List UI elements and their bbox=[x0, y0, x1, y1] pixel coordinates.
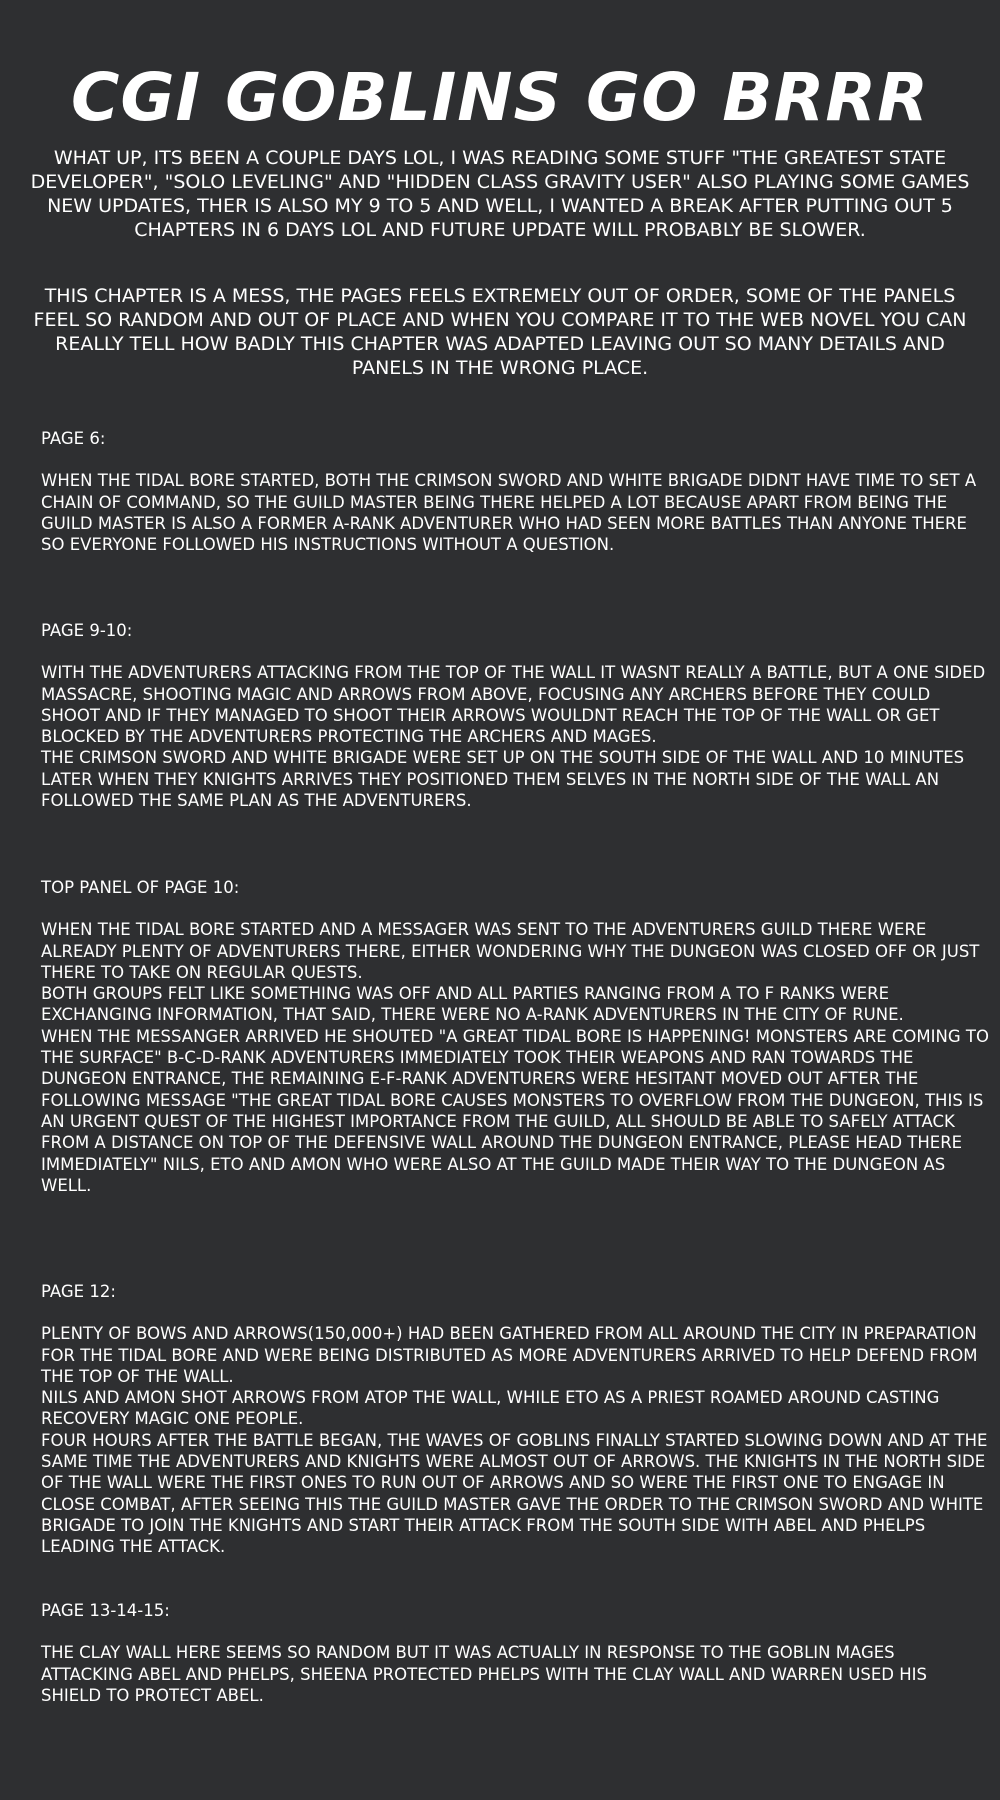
notes-section-page-9-10 bbox=[41, 620, 991, 811]
notes-section-page-12 bbox=[41, 1281, 991, 1558]
section-heading: PAGE 9-10: bbox=[41, 621, 133, 640]
section-heading: TOP PANEL OF PAGE 10: bbox=[41, 878, 240, 897]
section-heading: PAGE 13-14-15: bbox=[41, 1601, 170, 1620]
section-body: WHEN THE TIDAL BORE STARTED AND A MESSAGER WAS SENT TO THE ADVENTURERS GUILD THERE WERE ALREADY PLENTY OF ADVENTURERS THERE, EITHER WONDERING WHY THE DUNGEON WAS CLOSED OFF OR JUST THERE TO TAKE ON REGULAR QUESTS. BOTH GROUPS FELT LIKE SOMETHING WAS OFF AND ALL PARTIES RANGING FROM A TO F RANKS WERE EXCHANGING INFORMATION, THAT SAID, THERE WERE NO A-RANK ADVENTURERS IN THE CITY OF RUNE. WHEN THE MESSANGER ARRIVED HE SHOUTED "A GREAT TIDAL BORE IS HAPPENING! MONSTERS ARE COMING TO THE SURFACE" B-C-D-RANK ADVENTURERS IMMEDIATELY TOOK THEIR WEAPONS AND RAN TOWARDS THE DUNGEON ENTRANCE, THE REMAINING E-F-RANK ADVENTURERS WERE HESITANT MOVED OUT AFTER THE FOLLOWING MESSAGE "THE GREAT TIDAL BORE CAUSES MONSTERS TO OVERFLOW FROM THE DUNGEON, THIS IS AN URGENT QUEST OF THE HIGHEST IMPORTANCE FROM THE GUILD, ALL SHOULD BE ABLE TO SAFELY ATTACK FROM A DISTANCE ON TOP OF THE DEFENSIVE WALL AROUND THE DUNGEON ENTRANCE, PLEASE HEAD THERE IMMEDIATELY" NILS, ETO AND AMON WHO WERE ALSO AT THE GUILD MADE THEIR WAY TO THE DUNGEON AS WELL. bbox=[41, 920, 989, 1195]
page-title: CGI GOBLINS GO BRRR bbox=[70, 59, 930, 136]
notes-section-top-panel-page-10 bbox=[41, 877, 991, 1196]
notes-section-page-13-14-15 bbox=[41, 1600, 991, 1706]
section-heading: PAGE 12: bbox=[41, 1282, 116, 1301]
intro-paragraph-1: WHAT UP, ITS BEEN A COUPLE DAYS LOL, I WAS READING SOME STUFF "THE GREATEST STATE DEVELOPER", "SOLO LEVELING" AND "HIDDEN CLASS GRAVITY USER" ALSO PLAYING SOME GAMES NEW UPDATES, THER IS ALSO MY 9 TO 5 AND WELL, I WANTED A BREAK AFTER PUTTING OUT 5 CHAPTERS IN 6 DAYS LOL AND FUTURE UPDATE WILL PROBABLY BE SLOWER. bbox=[30, 147, 970, 241]
notes-section-page-6 bbox=[41, 428, 991, 555]
section-heading: PAGE 6: bbox=[41, 429, 106, 448]
intro-paragraph-2: THIS CHAPTER IS A MESS, THE PAGES FEELS EXTREMELY OUT OF ORDER, SOME OF THE PANELS FEEL SO RANDOM AND OUT OF PLACE AND WHEN YOU COMPARE IT TO THE WEB NOVEL YOU CAN REALLY TELL HOW BADLY THIS CHAPTER WAS ADAPTED LEAVING OUT SO MANY DETAILS AND PANELS IN THE WRONG PLACE. bbox=[33, 285, 967, 379]
section-body: PLENTY OF BOWS AND ARROWS(150,000+) HAD BEEN GATHERED FROM ALL AROUND THE CITY IN PREPARATION FOR THE TIDAL BORE AND WERE BEING DISTRIBUTED AS MORE ADVENTURERS ARRIVED TO HELP DEFEND FROM THE TOP OF THE WALL. NILS AND AMON SHOT ARROWS FROM ATOP THE WALL, WHILE ETO AS A PRIEST ROAMED AROUND CASTING RECOVERY MAGIC ONE PEOPLE. FOUR HOURS AFTER THE BATTLE BEGAN, THE WAVES OF GOBLINS FINALLY STARTED SLOWING DOWN AND AT THE SAME TIME THE ADVENTURERS AND KNIGHTS WERE ALMOST OUT OF ARROWS. THE KNIGHTS IN THE NORTH SIDE OF THE WALL WERE THE FIRST ONES TO RUN OUT OF ARROWS AND SO WERE THE FIRST ONE TO ENGAGE IN CLOSE COMBAT, AFTER SEEING THIS THE GUILD MASTER GAVE THE ORDER TO THE CRIMSON SWORD AND WHITE BRIGADE TO JOIN THE KNIGHTS AND START THEIR ATTACK FROM THE SOUTH SIDE WITH ABEL AND PHELPS LEADING THE ATTACK. bbox=[41, 1324, 988, 1557]
section-body: WITH THE ADVENTURERS ATTACKING FROM THE TOP OF THE WALL IT WASNT REALLY A BATTLE, BUT A ONE SIDED MASSACRE, SHOOTING MAGIC AND ARROWS FROM ABOVE, FOCUSING ANY ARCHERS BEFORE THEY COULD SHOOT AND IF THEY MANAGED TO SHOOT THEIR ARROWS WOULDNT REACH THE TOP OF THE WALL OR GET BLOCKED BY THE ADVENTURERS PROTECTING THE ARCHERS AND MAGES. THE CRIMSON SWORD AND WHITE BRIGADE WERE SET UP ON THE SOUTH SIDE OF THE WALL AND 10 MINUTES LATER WHEN THEY KNIGHTS ARRIVES THEY POSITIONED THEM SELVES IN THE NORTH SIDE OF THE WALL AN FOLLOWED THE SAME PLAN AS THE ADVENTURERS. bbox=[41, 663, 986, 811]
section-body: WHEN THE TIDAL BORE STARTED, BOTH THE CRIMSON SWORD AND WHITE BRIGADE DIDNT HAVE TIME TO SET A CHAIN OF COMMAND, SO THE GUILD MASTER BEING THERE HELPED A LOT BECAUSE APART FROM BEING THE GUILD MASTER IS ALSO A FORMER A-RANK ADVENTURER WHO HAD SEEN MORE BATTLES THAN ANYONE THERE SO EVERYONE FOLLOWED HIS INSTRUCTIONS WITHOUT A QUESTION. bbox=[41, 471, 977, 555]
section-body: THE CLAY WALL HERE SEEMS SO RANDOM BUT IT WAS ACTUALLY IN RESPONSE TO THE GOBLIN MAGES ATTACKING ABEL AND PHELPS, SHEENA PROTECTED PHELPS WITH THE CLAY WALL AND WARREN USED HIS SHIELD TO PROTECT ABEL. bbox=[41, 1643, 927, 1705]
